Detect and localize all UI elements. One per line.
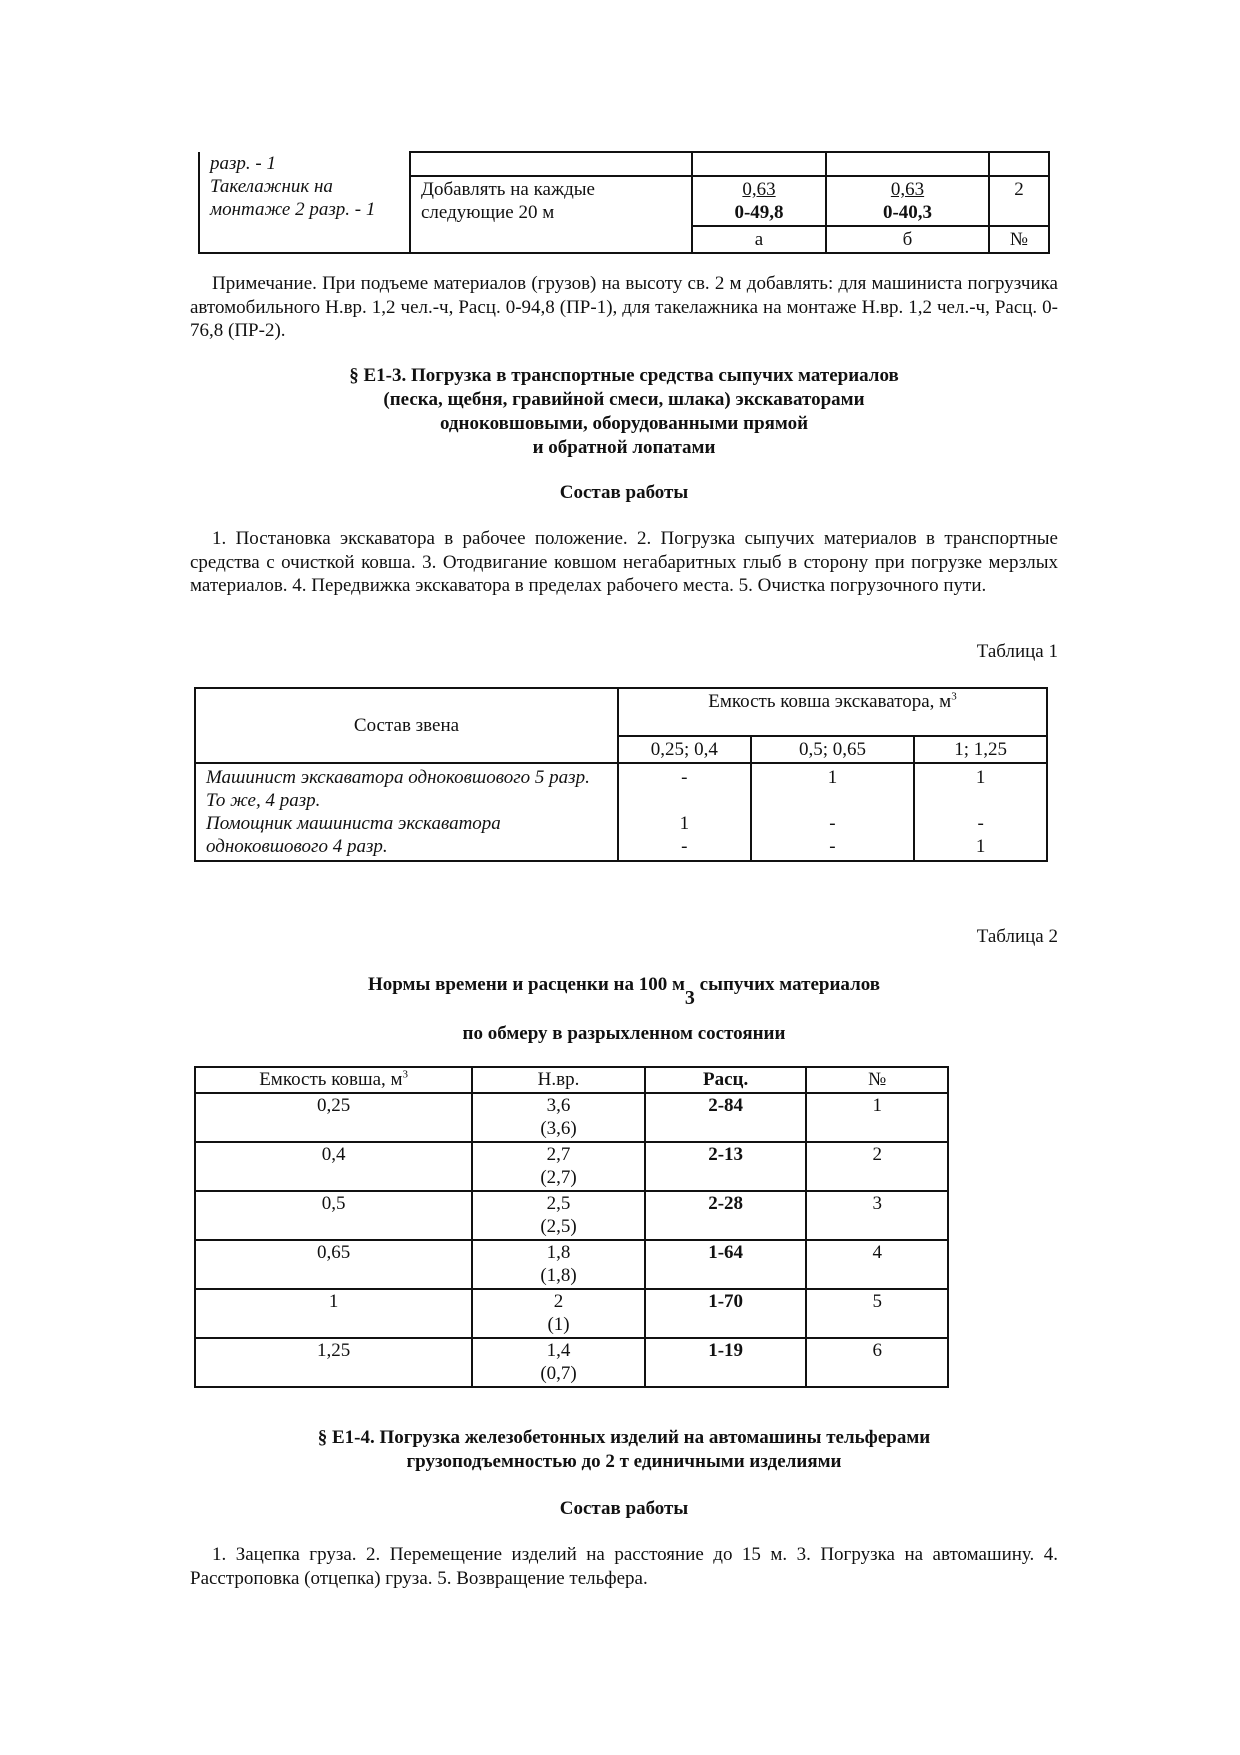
- table2-title: [190, 972, 1058, 1009]
- column-header-rate: Расц.: [645, 1067, 807, 1093]
- section-title-line: одноковшовыми, оборудованными прямой: [439, 413, 809, 434]
- rate-cell: 2-28: [645, 1191, 807, 1240]
- capacity-cell: 1,25: [195, 1338, 472, 1387]
- rate-cell: 1-19: [645, 1338, 807, 1387]
- crew-header: Состав звена: [195, 688, 618, 763]
- norm-cell: [472, 1240, 645, 1289]
- section-title-line: (песка, щебня, гравийной смеси, шлака) экскаваторами: [383, 389, 865, 410]
- value-b-cell: [826, 176, 989, 226]
- rate-cell: 2-13: [645, 1142, 807, 1191]
- norm-value: 2: [553, 1291, 564, 1312]
- superscript: 3: [951, 690, 957, 703]
- note-paragraph: Примечание. При подъеме материалов (грузов) на высоту св. 2 м добавлять: для машиниста погрузчика автомобильного Н.вр. 1,2 чел.-ч, Расц. 0-94,8 (ПР-1), для такелажника на монтаже Н.вр. 1,2 чел.-ч, Расц. 0-76,8 (ПР-2).: [190, 273, 1058, 341]
- norm-value-paren: (2,5): [540, 1216, 577, 1237]
- section-title: [190, 364, 1058, 460]
- section-title-line: и обратной лопатами: [532, 437, 716, 458]
- crew-value: -: [681, 767, 688, 788]
- norm-value: 2,7: [546, 1144, 571, 1165]
- norm-cell: [472, 1338, 645, 1387]
- table2-title-main: Нормы времени и расценки на 100 м: [367, 974, 685, 995]
- value-a-cell: [692, 176, 826, 226]
- empty-cell: [989, 152, 1049, 176]
- superscript: 3: [402, 1068, 409, 1081]
- table-row: [195, 1240, 948, 1289]
- norm-value: 3,6: [546, 1095, 571, 1116]
- norm-value-paren: (0,7): [540, 1363, 577, 1384]
- capacity-column: 1; 1,25: [914, 736, 1047, 763]
- norm-value-paren: (1,8): [540, 1265, 577, 1286]
- table-row: [195, 1289, 948, 1338]
- rate-cell: 1-64: [645, 1240, 807, 1289]
- table-row: [195, 1142, 948, 1191]
- capacity-column: 0,25; 0,4: [618, 736, 751, 763]
- crew-name: Помощник машиниста экскаватора одноковшового 4 разр.: [206, 813, 501, 857]
- rate-value: 0-49,8: [734, 202, 784, 223]
- capacity-cell: 1: [195, 1289, 472, 1338]
- capacity-column: 0,5; 0,65: [751, 736, 915, 763]
- crew-line: Такелажник на: [210, 176, 333, 197]
- norm-cell: [472, 1093, 645, 1142]
- number-cell: 6: [806, 1338, 948, 1387]
- number-cell: 5: [806, 1289, 948, 1338]
- work-heading: Состав работы: [559, 482, 689, 503]
- number-cell: 4: [806, 1240, 948, 1289]
- crew-value: 1: [827, 767, 838, 788]
- crew-value: -: [977, 813, 984, 834]
- crew-value: 1: [679, 813, 690, 834]
- crew-line: разр. - 1: [210, 153, 276, 174]
- norm-value: 0,63: [890, 179, 925, 200]
- capacity-header: [618, 688, 1047, 736]
- table-label: Таблица 2: [976, 926, 1058, 947]
- number-cell: 3: [806, 1191, 948, 1240]
- section-title: [190, 1426, 1058, 1474]
- section-title-line: § Е1-3. Погрузка в транспортные средства сыпучих материалов: [349, 365, 899, 386]
- crew-value: 1: [975, 767, 986, 788]
- column-letter: б: [826, 226, 989, 253]
- crew-names-cell: [195, 763, 618, 861]
- rate-value: 0-40,3: [882, 202, 933, 223]
- crew-values-col2: [751, 763, 915, 861]
- description-line: следующие 20 м: [421, 202, 555, 223]
- table-label: Таблица 1: [976, 641, 1058, 662]
- crew-table: [194, 687, 1048, 862]
- column-number-sign: №: [989, 226, 1049, 253]
- table2-title-end: сыпучих материалов: [694, 974, 881, 995]
- column-letter: а: [692, 226, 826, 253]
- section-title-line: § Е1-4. Погрузка железобетонных изделий на автомашины тельферами: [317, 1427, 931, 1448]
- capacity-cell: 0,5: [195, 1191, 472, 1240]
- rate-cell: 1-70: [645, 1289, 807, 1338]
- norm-cell: [472, 1289, 645, 1338]
- row-number: 2: [989, 176, 1049, 226]
- crew-value: -: [681, 836, 688, 857]
- empty-cell: [410, 152, 692, 176]
- column-header-capacity: [195, 1067, 472, 1093]
- norm-value: 1,4: [546, 1340, 571, 1361]
- column-header-number: №: [806, 1067, 948, 1093]
- crew-line: монтаже 2 разр. - 1: [210, 199, 376, 220]
- norm-value-paren: (2,7): [540, 1167, 577, 1188]
- norm-value: 2,5: [546, 1193, 571, 1214]
- norm-value: 1,8: [546, 1242, 571, 1263]
- crew-value: -: [829, 836, 836, 857]
- description-cell: [410, 176, 692, 253]
- top-table-crew-cell: [199, 152, 410, 253]
- norm-value-paren: (1): [547, 1314, 570, 1335]
- norms-table: [194, 1066, 949, 1388]
- crew-values-col1: [618, 763, 751, 861]
- empty-cell: [692, 152, 826, 176]
- work-paragraph: 1. Постановка экскаватора в рабочее положение. 2. Погрузка сыпучих материалов в транспортные средства с очисткой ковша. 3. Отодвигание ковшом негабаритных глыб в сторону при погрузке мерзлых материалов. 4. Передвижка экскаватора в пределах рабочего места. 5. Очистка погрузочного пути.: [190, 528, 1058, 596]
- crew-values-col3: [914, 763, 1047, 861]
- column-header-norm: Н.вр.: [472, 1067, 645, 1093]
- crew-value: -: [829, 813, 836, 834]
- norm-cell: [472, 1191, 645, 1240]
- rate-cell: 2-84: [645, 1093, 807, 1142]
- number-cell: 1: [806, 1093, 948, 1142]
- empty-cell: [826, 152, 989, 176]
- table2-subtitle: по обмеру в разрыхленном состоянии: [462, 1023, 786, 1044]
- table-row: [195, 1093, 948, 1142]
- norm-value: 0,63: [742, 179, 776, 200]
- capacity-header-text: Емкость ковша экскаватора, м: [708, 691, 952, 712]
- capacity-cell: 0,65: [195, 1240, 472, 1289]
- crew-name: Машинист экскаватора одноковшового 5 разр.: [206, 767, 590, 788]
- norm-value-paren: (3,6): [540, 1118, 577, 1139]
- table2-title-unit-superscript: 3: [684, 987, 695, 1009]
- table-row: [195, 1191, 948, 1240]
- top-table: [198, 151, 1050, 254]
- capacity-cell: 0,25: [195, 1093, 472, 1142]
- work-heading: Состав работы: [559, 1498, 689, 1519]
- header-text: Емкость ковша, м: [259, 1069, 403, 1090]
- table-row: [195, 1338, 948, 1387]
- crew-value: 1: [975, 836, 986, 857]
- section-title-line: грузоподъемностью до 2 т единичными изделиями: [406, 1451, 842, 1472]
- work-paragraph: 1. Зацепка груза. 2. Перемещение изделий на расстояние до 15 м. 3. Погрузка на автомашину. 4. Расстроповка (отцепка) груза. 5. Возвращение тельфера.: [190, 1544, 1058, 1589]
- norm-cell: [472, 1142, 645, 1191]
- crew-name: То же, 4 разр.: [206, 790, 321, 811]
- description-line: Добавлять на каждые: [421, 179, 595, 200]
- number-cell: 2: [806, 1142, 948, 1191]
- capacity-cell: 0,4: [195, 1142, 472, 1191]
